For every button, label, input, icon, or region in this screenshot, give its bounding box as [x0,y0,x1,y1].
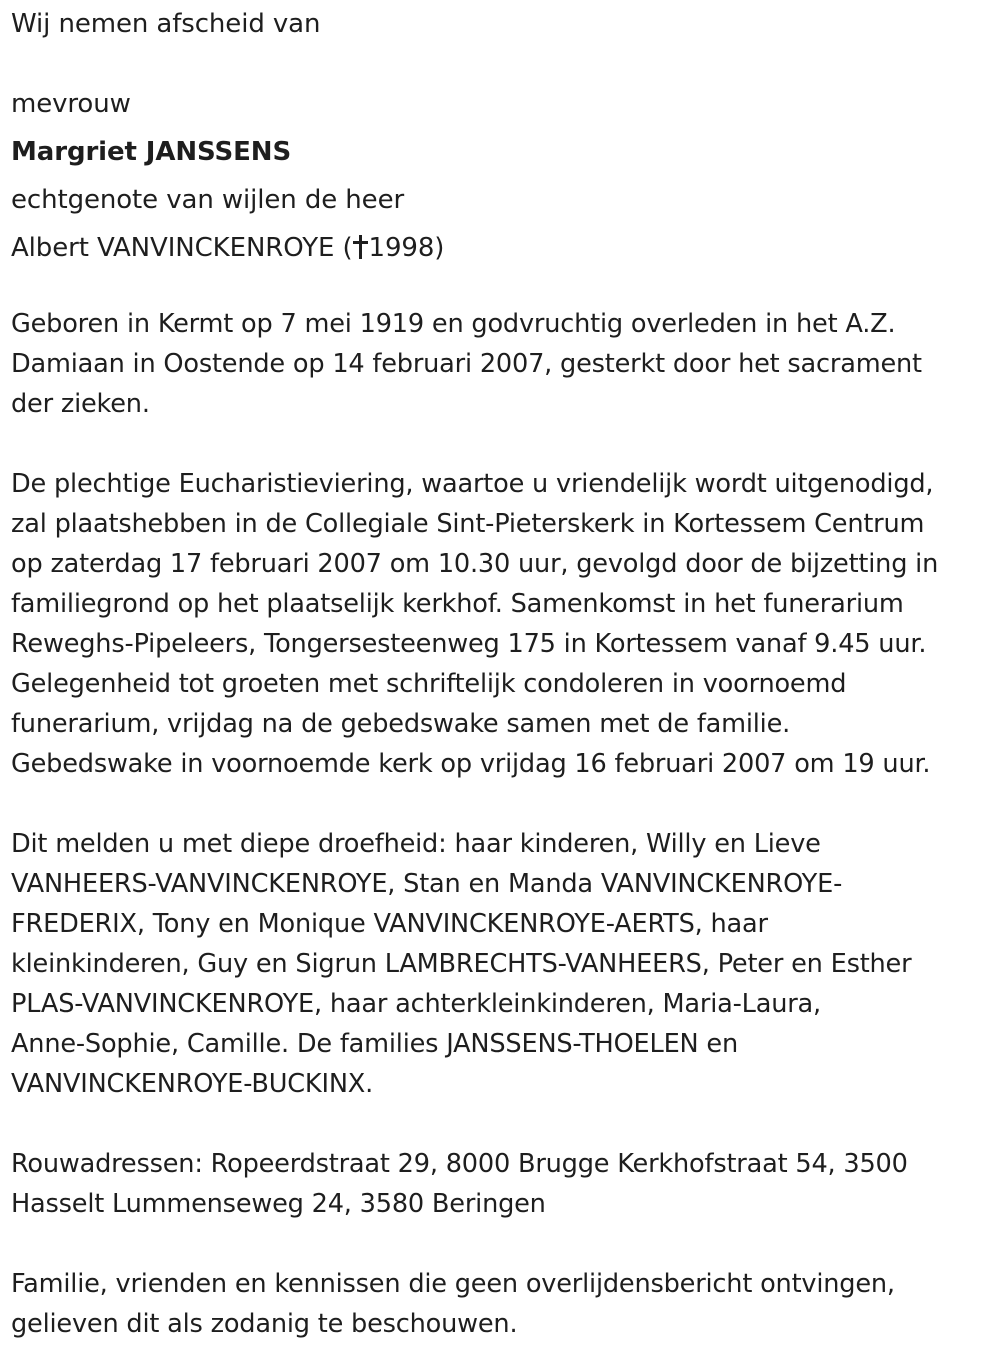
obituary-notice [11,0,996,1344]
spouse-year: 1998) [368,233,445,263]
spacer [11,424,996,464]
spacer [11,272,996,304]
spouse-line [11,224,996,272]
ceremony-paragraph: De plechtige Eucharistieviering, waartoe u vriendelijk wordt uitgenodigd, zal plaatshebben in de Collegiale Sint-Pieterskerk in Kortessem Centrum op zaterdag 17 februari 2007 om 10.30 uur, gevolgd door de bijzetting in familiegrond op het plaatselijk kerkhof. Samenkomst in het funerarium Reweghs-Pipeleers, Tongersesteenweg 175 in Kortessem vanaf 9.45 uur. Gelegenheid tot groeten met schriftelijk condoleren in voornoemd funerarium, vrijdag na de gebedswake samen met de familie. Gebedswake in voornoemde kerk op vrijdag 16 februari 2007 om 19 uur. [11,469,939,779]
title-text: mevrouw [11,89,131,119]
spacer [11,784,996,824]
cross-icon [353,234,367,260]
closing-paragraph: Familie, vrienden en kennissen die geen overlijdensbericht ontvingen, gelieven dit als zodanig te beschouwen. [11,1269,895,1339]
spacer [11,48,996,80]
spacer [11,1104,996,1144]
spouse-name: Albert VANVINCKENROYE ( [11,233,353,263]
family-paragraph: Dit melden u met diepe droefheid: haar kinderen, Willy en Lieve VANHEERS-VANVINCKENROYE, Stan en Manda VANVINCKENROYE- FREDERIX, Tony en Monique VANVINCKENROYE-AERTS, haar kleinkinderen, Guy en Sigrun LAMBRECHTS-VANHEERS, Peter en Esther PLAS-VANVINCKENROYE, haar achterkleinkinderen, Maria-Laura, Anne-Sophie, Camille. De families JANSSENS-THOELEN en VANVINCKENROYE-BUCKINX. [11,829,912,1099]
deceased-name: Margriet JANSSENS [11,137,292,167]
relation-text: echtgenote van wijlen de heer [11,185,405,215]
intro-text: Wij nemen afscheid van [11,9,321,39]
birth-paragraph: Geboren in Kermt op 7 mei 1919 en godvruchtig overleden in het A.Z. Damiaan in Oostende op 14 februari 2007, gesterkt door het sacrament der zieken. [11,309,922,419]
spacer [11,1224,996,1264]
addresses-paragraph: Rouwadressen: Ropeerdstraat 29, 8000 Brugge Kerkhofstraat 54, 3500 Hasselt Lummenseweg 24, 3580 Beringen [11,1149,908,1219]
